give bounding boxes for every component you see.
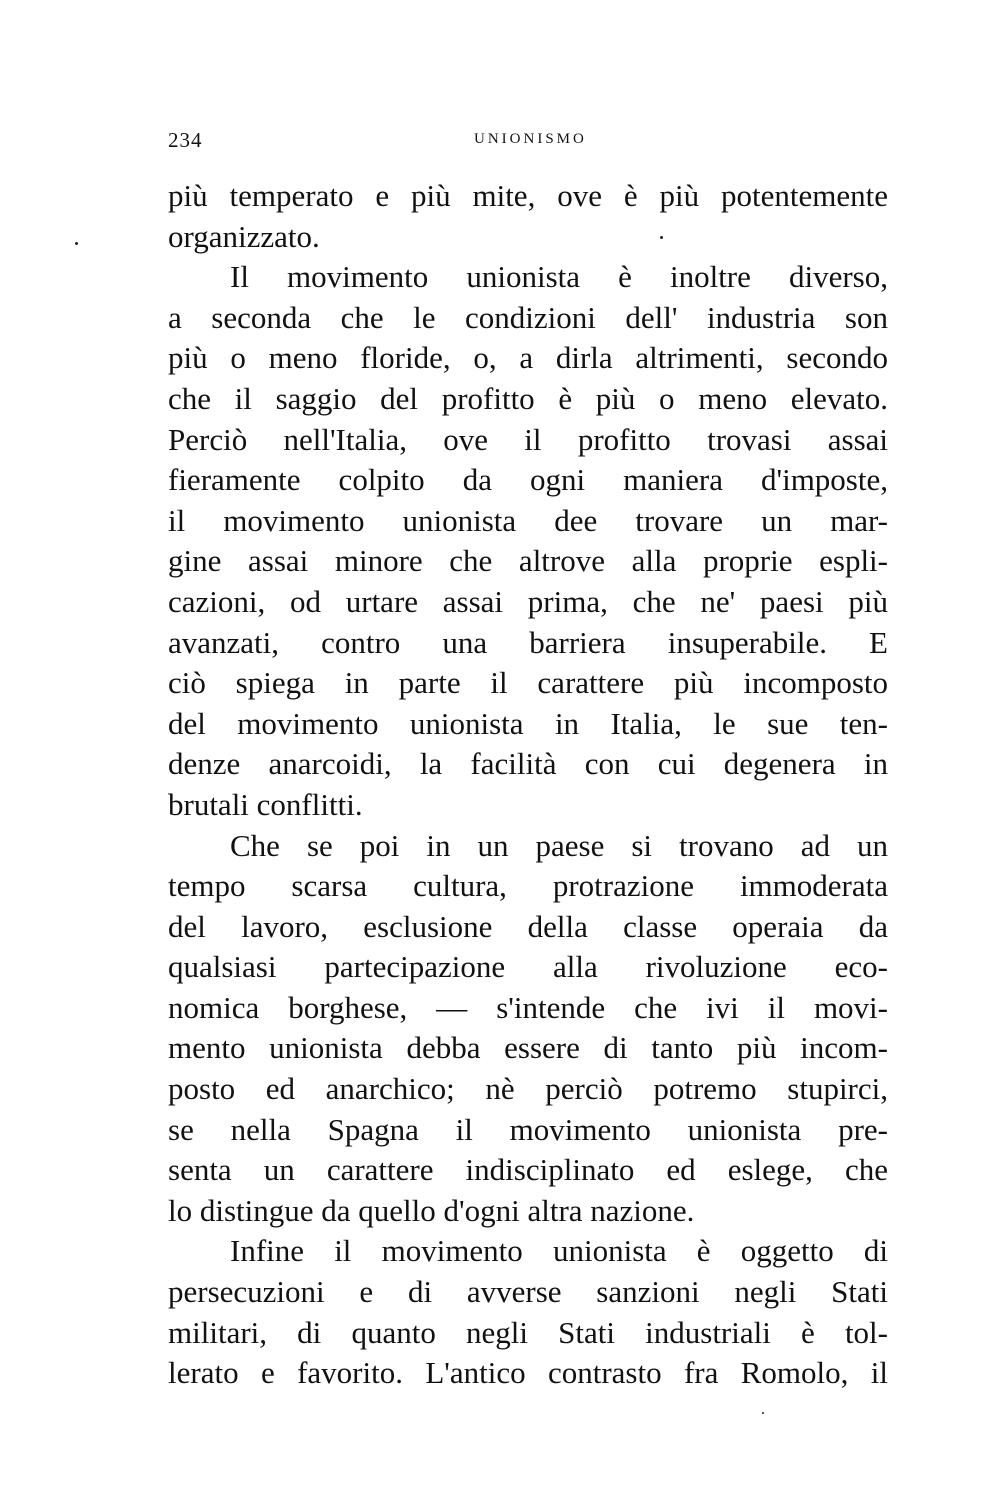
text-line: a seconda che le condizioni dell' industria son bbox=[168, 299, 888, 335]
text-line: Infine il movimento unionista è oggetto di bbox=[230, 1233, 888, 1269]
text-line: che il saggio del profitto è più o meno elevato. bbox=[168, 380, 888, 416]
text-line: il movimento unionista dee trovare un mar- bbox=[168, 502, 888, 538]
running-head: UNIONISMO bbox=[474, 131, 587, 147]
paragraph bbox=[168, 1231, 888, 1393]
text-line: lo distingue da quello d'ogni altra nazione. bbox=[168, 1192, 695, 1228]
paragraph bbox=[168, 257, 888, 825]
text-line: se nella Spagna il movimento unionista pre- bbox=[168, 1111, 888, 1147]
text-line: militari, di quanto negli Stati industriali è tol- bbox=[168, 1314, 888, 1350]
scan-speck bbox=[762, 1412, 764, 1414]
text-line: Che se poi in un paese si trovano ad un bbox=[230, 827, 888, 863]
text-line: brutali conflitti. bbox=[168, 786, 363, 822]
text-line: del lavoro, esclusione della classe operaia da bbox=[168, 908, 888, 944]
text-line: persecuzioni e di avverse sanzioni negli Stati bbox=[168, 1274, 888, 1310]
text-line: nomica borghese, — s'intende che ivi il movi- bbox=[168, 989, 888, 1025]
text-line: tempo scarsa cultura, protrazione immoderata bbox=[168, 868, 888, 904]
text-line: avanzati, contro una barriera insuperabile. E bbox=[168, 624, 888, 660]
body-text bbox=[168, 176, 888, 1394]
scan-speck bbox=[660, 236, 663, 239]
paragraph bbox=[168, 826, 888, 1232]
text-line: senta un carattere indisciplinato ed eslege, che bbox=[168, 1152, 888, 1188]
page-header bbox=[168, 128, 888, 158]
text-line: più o meno floride, o, a dirla altrimenti, secondo bbox=[168, 340, 888, 376]
text-line: del movimento unionista in Italia, le sue ten- bbox=[168, 705, 888, 741]
text-line: Il movimento unionista è inoltre diverso, bbox=[230, 259, 888, 295]
text-line: più temperato e più mite, ove è più potentemente bbox=[168, 178, 888, 213]
text-line: cazioni, od urtare assai prima, che ne' paesi più bbox=[168, 583, 888, 619]
scan-speck bbox=[75, 242, 78, 245]
page-number: 234 bbox=[168, 128, 203, 152]
text-line: mento unionista debba essere di tanto più incom- bbox=[168, 1030, 888, 1066]
text-line: posto ed anarchico; nè perciò potremo stupirci, bbox=[168, 1071, 888, 1107]
text-line: Perciò nell'Italia, ove il profitto trovasi assai bbox=[168, 421, 888, 457]
text-line: qualsiasi partecipazione alla rivoluzione eco- bbox=[168, 949, 888, 985]
text-line: organizzato. bbox=[168, 218, 320, 254]
text-line: lerato e favorito. L'antico contrasto fra Romolo, il bbox=[168, 1355, 888, 1391]
text-line: ciò spiega in parte il carattere più incomposto bbox=[168, 665, 888, 701]
text-line: fieramente colpito da ogni maniera d'imposte, bbox=[168, 462, 888, 498]
text-line: gine assai minore che altrove alla proprie espli- bbox=[168, 543, 888, 579]
text-line: denze anarcoidi, la facilità con cui degenera in bbox=[168, 746, 888, 782]
paragraph bbox=[168, 176, 888, 257]
